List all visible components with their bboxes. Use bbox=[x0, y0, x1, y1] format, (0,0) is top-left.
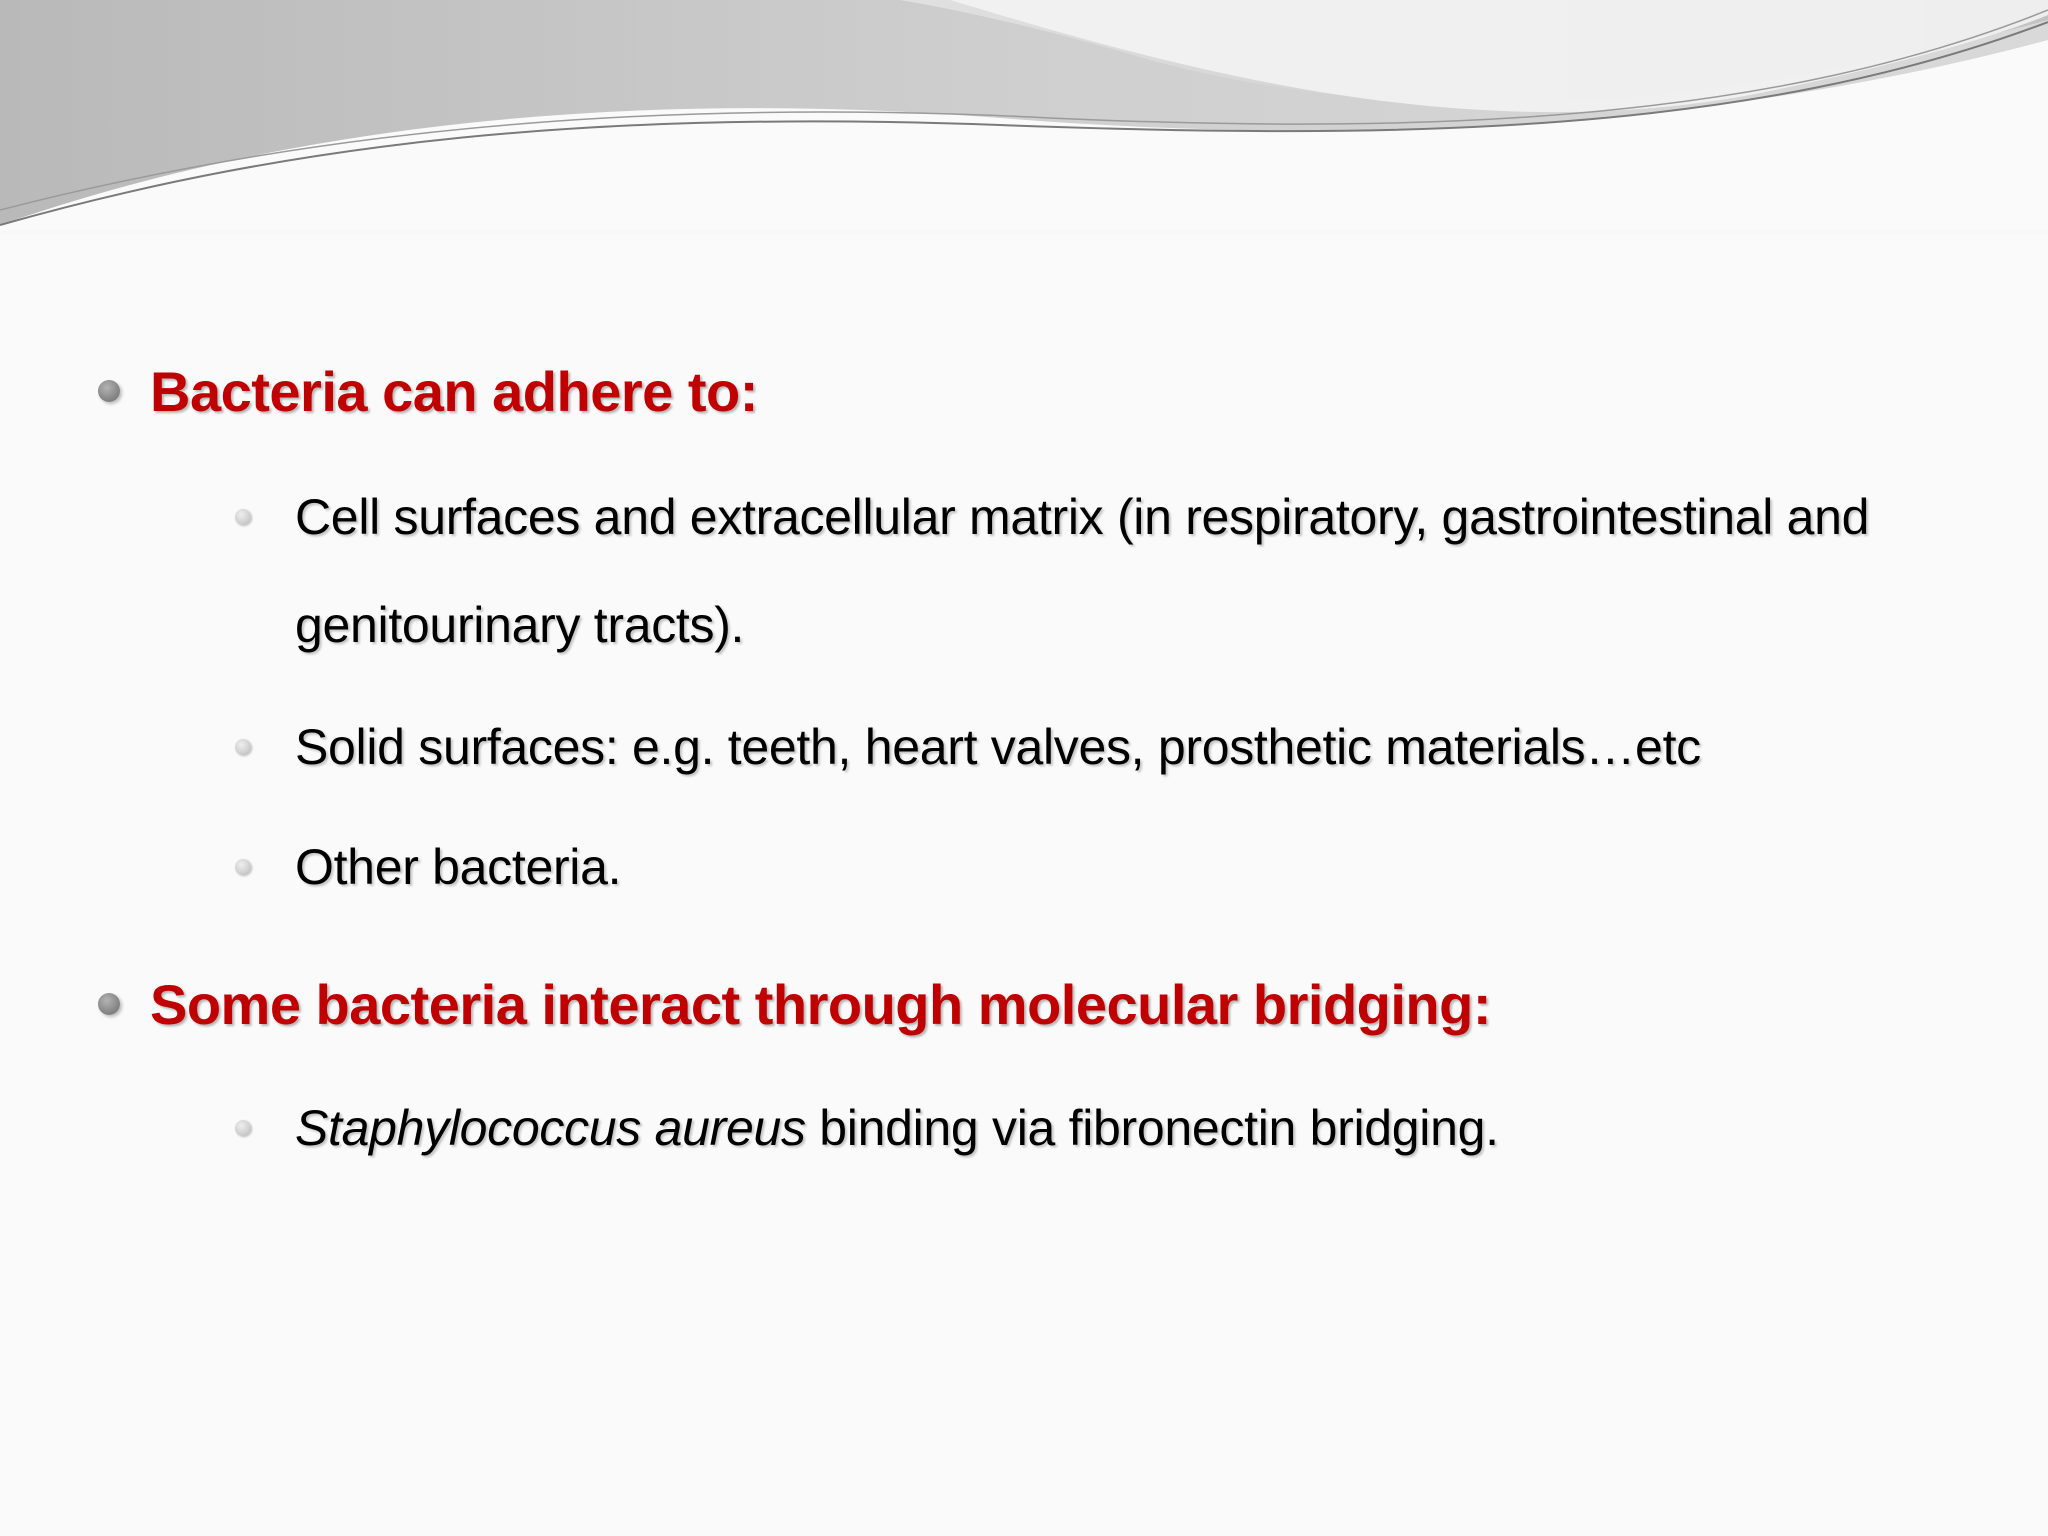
species-name: Staphylococcus aureus bbox=[295, 1100, 806, 1156]
sub-bullet-text: Cell surfaces and extracellular matrix (in respiratory, gastrointestinal and genitourinary tracts). bbox=[295, 489, 1870, 653]
sub-bullet-text bbox=[295, 1074, 1995, 1182]
bullet-dot-icon bbox=[98, 993, 120, 1015]
bullet-heading-text: Bacteria can adhere to: bbox=[150, 359, 758, 423]
sub-bullet-dot-icon bbox=[235, 1120, 251, 1136]
sub-bullet-dot-icon bbox=[235, 509, 251, 525]
bullet-dot-icon bbox=[98, 380, 120, 402]
sub-bullet-3 bbox=[235, 813, 1995, 921]
species-description: binding via fibronectin bridging. bbox=[805, 1100, 1499, 1156]
sub-bullet-text: Other bacteria. bbox=[295, 839, 622, 895]
sub-bullet-1 bbox=[235, 463, 1995, 679]
sub-bullet-4 bbox=[235, 1074, 1995, 1182]
bullet-heading-2 bbox=[98, 973, 1998, 1035]
sub-bullet-2 bbox=[235, 693, 1995, 801]
bullet-heading-text: Some bacteria interact through molecular bridging: bbox=[150, 972, 1491, 1036]
sub-bullet-dot-icon bbox=[235, 739, 251, 755]
sub-bullet-text: Solid surfaces: e.g. teeth, heart valves, prosthetic materials…etc bbox=[295, 719, 1701, 775]
sub-bullet-dot-icon bbox=[235, 859, 251, 875]
bullet-heading-1 bbox=[98, 360, 1998, 422]
